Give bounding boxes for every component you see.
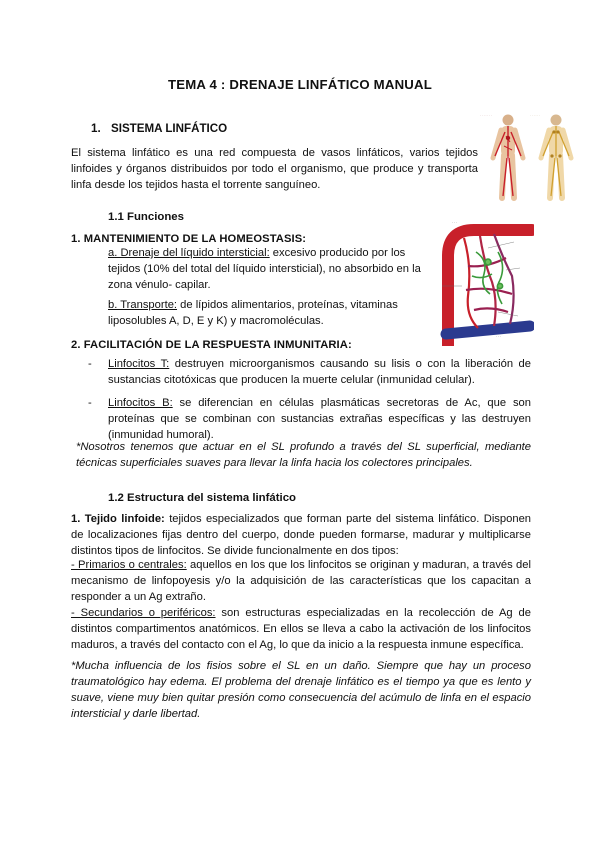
paragraph-tejido-linfoide xyxy=(71,512,531,560)
vein-vessel xyxy=(446,326,530,334)
svg-text:· · ·: · · · xyxy=(496,335,501,339)
paragraph-secundarios xyxy=(71,606,531,654)
item-label-drenaje: a. Drenaje del líquido intersticial: xyxy=(108,247,270,259)
section-number: 1. xyxy=(91,122,101,135)
section-heading-sistema-linfatico xyxy=(91,121,227,137)
body-figure-lymphatic xyxy=(541,115,571,199)
svg-text:· · ·: · · · xyxy=(452,221,457,225)
heading-mantenimiento-homeostasis: 1. MANTENIMIENTO DE LA HOMEOSTASIS: xyxy=(71,233,307,245)
note-fisios-edema: *Mucha influencia de los fisios sobre el SL en un daño. Siempre que hay un proceso traumatológico hay edema. El problema del drenaje linfático es el tiempo ya que es lento y suave, viene muy bien quitar presión como consecuencia del acúmulo de linfa en el espacio intersticial y darle libertad. xyxy=(71,660,531,720)
bullet-text: destruyen microorganismos causando su lisis o con la liberación de sustancias citotóxicas que producen la muerte celular (inmunidad celular). xyxy=(108,358,531,386)
term-primarios: - Primarios o centrales: xyxy=(71,559,187,571)
note-sl-profundo: *Nosotros tenemos que actuar en el SL profundo a través del SL superficial, mediante técnicas superficiales suaves para llevar la linfa hacia los colectores principales. xyxy=(76,441,531,469)
lymph-capillary-illustration xyxy=(428,216,534,346)
bullet-label: Linfocitos T: xyxy=(108,358,170,370)
capillary-network xyxy=(464,234,514,328)
list-item-linfocitos-t xyxy=(88,357,531,389)
subsection-heading-funciones: 1.1 Funciones xyxy=(108,211,184,223)
item-text-transporte: de lípidos alimentarios, proteínas, vitaminas liposolubles A, D, E y K) y macromoléculas. xyxy=(108,299,398,327)
bullet-label: Linfocitos B: xyxy=(108,396,173,409)
paragraph-primarios xyxy=(71,558,531,606)
text-tejido-linfoide: tejidos especializados que forman parte del sistema linfático. Disponen de localizaciones fijas dentro del cuerpo, donde pueden formarse, madurar y multiplicarse distintos tipos de linfocitos. Se divide funcionalmente en dos tipos: xyxy=(71,513,532,557)
lymph-vessels xyxy=(472,252,503,304)
section-heading-text: SISTEMA LINFÁTICO xyxy=(111,122,228,135)
list-item-linfocitos-b xyxy=(88,396,531,444)
intro-paragraph: El sistema linfático es una red compuesta de vasos linfáticos, varios tejidos linfoides y órganos distribuidos por todo el organismo, que produce y transporta linfa desde los tejidos hasta el torrente sanguíneo. xyxy=(71,147,478,191)
item-text-drenaje: excesivo producido por los tejidos (10% del total del líquido intersticial), no absorbido en la zona vénulo- capilar. xyxy=(108,247,421,291)
bullet-list-linfocitos xyxy=(88,357,531,451)
term-tejido-linfoide: 1. Tejido linfoide: xyxy=(71,513,165,525)
bullet-text: se diferencian en células plasmáticas secretoras de Ac, que son proteínas que se combinan con sustancias extrañas específicas y las destruyen (inmunidad humoral). xyxy=(108,396,531,441)
lymphatic-system-body-illustration xyxy=(478,108,582,204)
page-title: TEMA 4 : DRENAJE LINFÁTICO MANUAL xyxy=(168,77,432,92)
item-label-transporte: b. Transporte: xyxy=(108,299,178,311)
svg-text:· · · · · ·: · · · · · · xyxy=(530,113,541,117)
text-secundarios: son estructuras especializadas en la recolección de Ag de distintos compartimentos anatómicos. En ellos se lleva a cabo la activación de los linfocitos maduros, a través del contacto con el Ag, lo que da inicio a la respuesta inmune específica. xyxy=(71,607,531,651)
bullet-dash: - xyxy=(88,396,92,409)
item-drenaje-liquido-intersticial xyxy=(108,246,426,294)
svg-text:· · · · · · ·: · · · · · · · xyxy=(480,113,492,117)
body-figure-circulatory xyxy=(493,115,523,199)
heading-facilitacion-respuesta-inmunitaria: 2. FACILITACIÓN DE LA RESPUESTA INMUNITARIA: xyxy=(71,339,352,351)
bullet-dash: - xyxy=(88,358,92,370)
subsection-heading-estructura: 1.2 Estructura del sistema linfático xyxy=(108,492,297,504)
item-transporte xyxy=(108,298,426,330)
text-primarios: aquellos en los que los linfocitos se originan y maduran, a través del mecanismo de linfopoyesis y/o la adquisición de las características que los capacitan a responder a un Ag extraño. xyxy=(71,559,531,603)
term-secundarios: - Secundarios o periféricos: xyxy=(71,607,216,619)
